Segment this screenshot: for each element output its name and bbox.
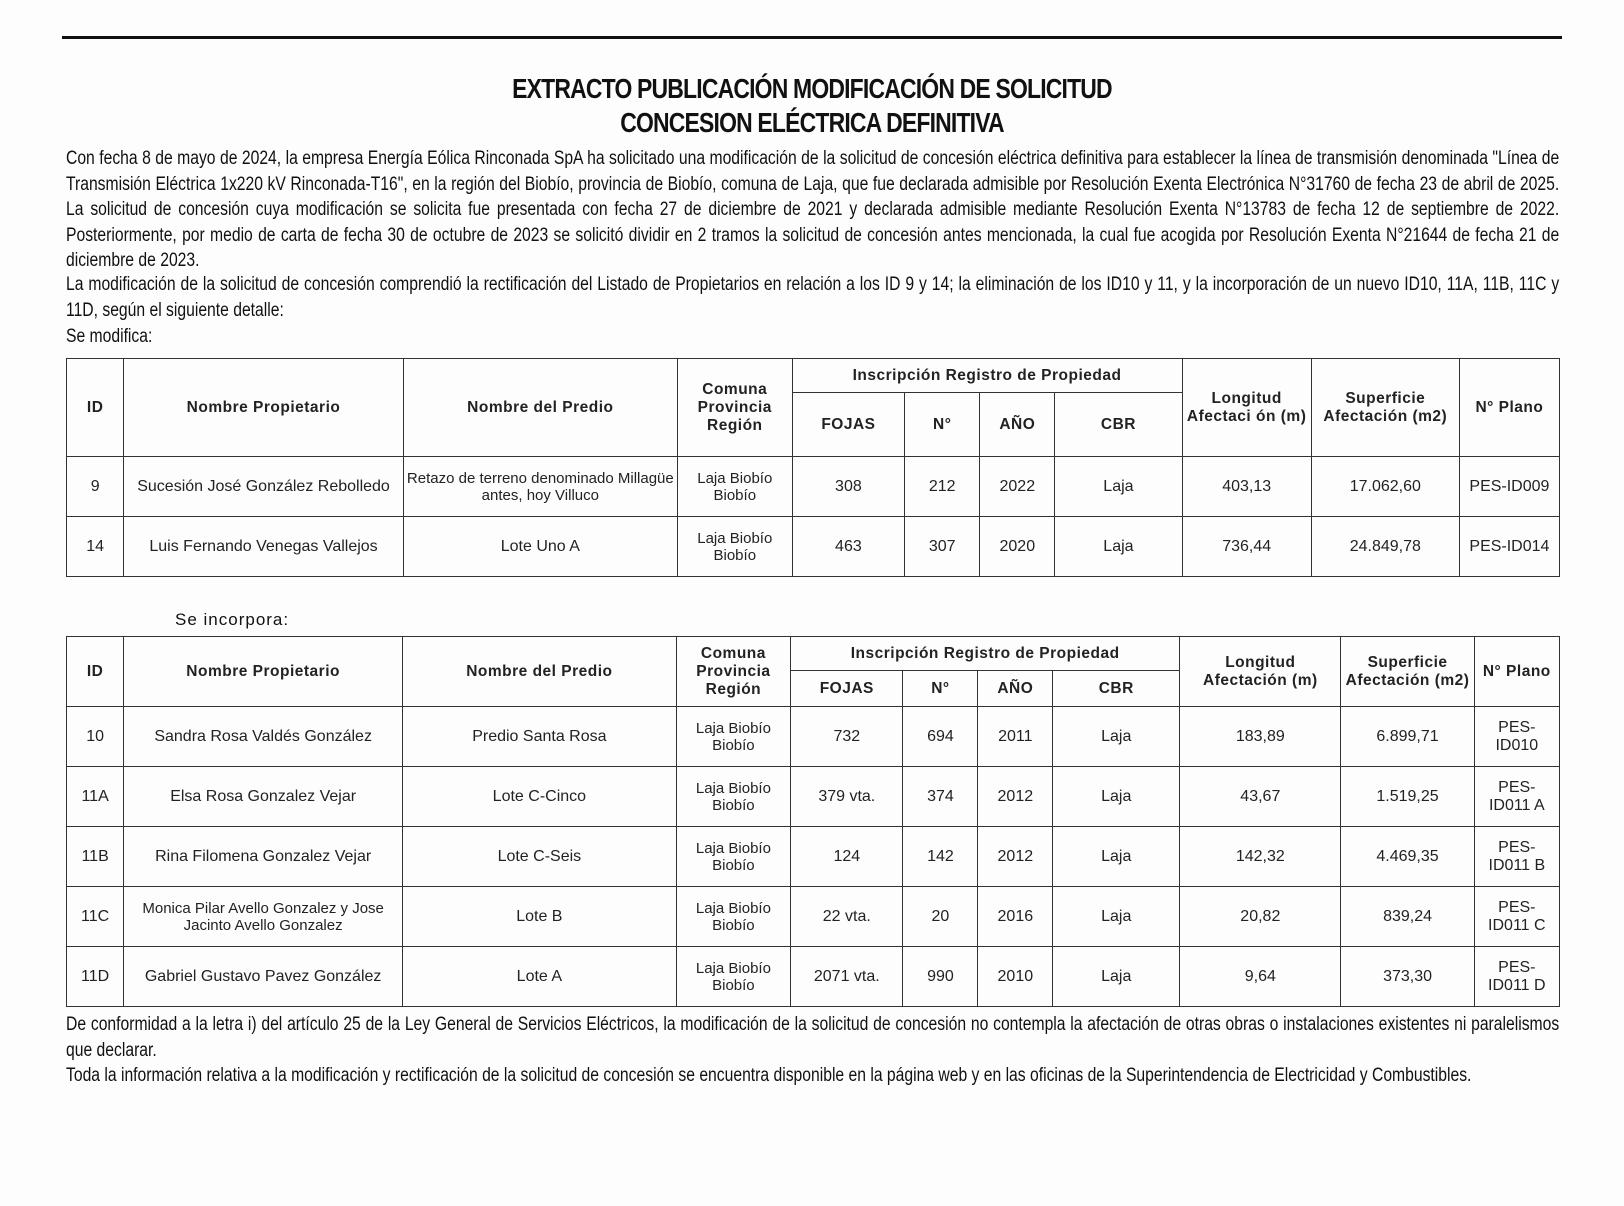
cell-superficie: 373,30: [1341, 947, 1474, 1007]
cell-longitud: 142,32: [1180, 827, 1341, 887]
header-registro: Inscripción Registro de Propiedad: [791, 637, 1180, 671]
se-incorpora-label: Se incorpora:: [175, 610, 290, 629]
header-comuna: Comuna Provincia Región: [677, 359, 792, 457]
cell-plano: PES-ID011 C: [1474, 887, 1559, 947]
table-row: [67, 517, 1560, 577]
cell-fojas: 22 vta.: [791, 887, 903, 947]
cell-superficie: 24.849,78: [1311, 517, 1459, 577]
top-rule: [62, 36, 1562, 39]
table-row: [67, 827, 1560, 887]
header-registro: Inscripción Registro de Propiedad: [792, 359, 1182, 393]
cell-fojas: 124: [791, 827, 903, 887]
table-row: [67, 887, 1560, 947]
modification-text: La modificación de la solicitud de concesión comprendió la rectificación del Listado de Propietarios en relación a los ID 9 y 14; la eliminación de los ID10 y 11, y la incorporación de un nuevo ID10, 11A, 11B, 11C y 11D, según el siguiente detalle:: [66, 274, 1560, 321]
cell-comuna: Laja Biobío Biobío: [676, 707, 790, 767]
cell-comuna: Laja Biobío Biobío: [676, 887, 790, 947]
cell-plano: PES-ID011 B: [1474, 827, 1559, 887]
cell-no: 142: [903, 827, 978, 887]
cell-ano: 2011: [978, 707, 1053, 767]
cell-cbr: Laja: [1055, 517, 1182, 577]
header-id: ID: [67, 637, 124, 707]
cell-no: 20: [903, 887, 978, 947]
header-plano: N° Plano: [1474, 637, 1559, 707]
cell-cbr: Laja: [1053, 887, 1180, 947]
cell-owner: Sucesión José González Rebolledo: [124, 457, 403, 517]
cell-property: Retazo de terreno denominado Millagüe antes, hoy Villuco: [403, 457, 677, 517]
cell-id: 10: [67, 707, 124, 767]
cell-ano: 2016: [978, 887, 1053, 947]
intro-paragraph: [66, 146, 1560, 274]
cell-fojas: 2071 vta.: [791, 947, 903, 1007]
cell-plano: PES-ID011 A: [1474, 767, 1559, 827]
title-line-1: EXTRACTO PUBLICACIÓN MODIFICACIÓN DE SOLICITUD: [512, 73, 1112, 104]
cell-property: Lote Uno A: [403, 517, 677, 577]
table-row: [67, 767, 1560, 827]
header-property: Nombre del Predio: [403, 637, 677, 707]
cell-property: Lote C-Seis: [403, 827, 677, 887]
cell-comuna: Laja Biobío Biobío: [676, 767, 790, 827]
cell-superficie: 4.469,35: [1341, 827, 1474, 887]
cell-fojas: 379 vta.: [791, 767, 903, 827]
cell-property: Predio Santa Rosa: [403, 707, 677, 767]
cell-id: 11B: [67, 827, 124, 887]
table-row: [67, 947, 1560, 1007]
header-ano: AÑO: [978, 671, 1053, 707]
cell-fojas: 732: [791, 707, 903, 767]
cell-owner: Elsa Rosa Gonzalez Vejar: [124, 767, 403, 827]
table-row: [67, 457, 1560, 517]
cell-plano: PES-ID009: [1459, 457, 1559, 517]
cell-cbr: Laja: [1053, 707, 1180, 767]
header-superficie: Superficie Afectación (m2): [1341, 637, 1474, 707]
cell-fojas: 308: [792, 457, 905, 517]
cell-longitud: 43,67: [1180, 767, 1341, 827]
cell-longitud: 183,89: [1180, 707, 1341, 767]
cell-superficie: 17.062,60: [1311, 457, 1459, 517]
modified-owners-table: [66, 358, 1560, 577]
cell-longitud: 9,64: [1180, 947, 1341, 1007]
cell-superficie: 839,24: [1341, 887, 1474, 947]
cell-cbr: Laja: [1053, 767, 1180, 827]
header-comuna: Comuna Provincia Región: [676, 637, 790, 707]
header-longitud: Longitud Afectación (m): [1180, 637, 1341, 707]
header-cbr: CBR: [1055, 393, 1182, 457]
cell-no: 694: [903, 707, 978, 767]
cell-no: 307: [905, 517, 980, 577]
cell-property: Lote A: [403, 947, 677, 1007]
cell-owner: Sandra Rosa Valdés González: [124, 707, 403, 767]
header-longitud: Longitud Afectaci ón (m): [1182, 359, 1311, 457]
cell-ano: 2012: [978, 827, 1053, 887]
cell-fojas: 463: [792, 517, 905, 577]
cell-cbr: Laja: [1053, 827, 1180, 887]
cell-comuna: Laja Biobío Biobío: [677, 517, 792, 577]
cell-superficie: 1.519,25: [1341, 767, 1474, 827]
cell-id: 9: [67, 457, 124, 517]
header-fojas: FOJAS: [791, 671, 903, 707]
cell-property: Lote C-Cinco: [403, 767, 677, 827]
cell-comuna: Laja Biobío Biobío: [677, 457, 792, 517]
cell-plano: PES-ID011 D: [1474, 947, 1559, 1007]
cell-no: 990: [903, 947, 978, 1007]
header-superficie: Superficie Afectación (m2): [1311, 359, 1459, 457]
cell-cbr: Laja: [1053, 947, 1180, 1007]
cell-owner: Rina Filomena Gonzalez Vejar: [124, 827, 403, 887]
header-property: Nombre del Predio: [403, 359, 677, 457]
cell-owner: Luis Fernando Venegas Vallejos: [124, 517, 403, 577]
cell-comuna: Laja Biobío Biobío: [676, 827, 790, 887]
footer-paragraphs: [66, 1012, 1560, 1089]
cell-longitud: 736,44: [1182, 517, 1311, 577]
cell-ano: 2020: [980, 517, 1055, 577]
cell-ano: 2022: [980, 457, 1055, 517]
modification-paragraph: [66, 272, 1560, 323]
intro-text: Con fecha 8 de mayo de 2024, la empresa Energía Eólica Rinconada SpA ha solicitado una modificación de la solicitud de concesión eléctrica definitiva para establecer la línea de transmisión denominada "Línea de Transmisión Eléctrica 1x220 kV Rinconada-T16", en la región del Biobío, provincia de Biobío, comuna de Laja, que fue declarada admisible por Resolución Exenta Electrónica N°31760 de fecha 23 de abril de 2025. La solicitud de concesión cuya modificación se solicita fue presentada con fecha 27 de diciembre de 2021 y declarada admisible mediante Resolución Exenta N°13783 de fecha 12 de septiembre de 2022. Posteriormente, por medio de carta de fecha 30 de octubre de 2023 se solicitó dividir en 2 tramos la solicitud de concesión antes mencionada, la cual fue acogida por Resolución Exenta N°21644 de fecha 21 de diciembre de 2023.: [66, 148, 1560, 271]
cell-longitud: 403,13: [1182, 457, 1311, 517]
cell-plano: PES-ID014: [1459, 517, 1559, 577]
cell-id: 11D: [67, 947, 124, 1007]
table-row: [67, 707, 1560, 767]
header-owner: Nombre Propietario: [124, 359, 403, 457]
cell-cbr: Laja: [1055, 457, 1182, 517]
cell-owner: Monica Pilar Avello Gonzalez y Jose Jacinto Avello Gonzalez: [124, 887, 403, 947]
cell-id: 11A: [67, 767, 124, 827]
cell-plano: PES-ID010: [1474, 707, 1559, 767]
incorporated-owners-table: [66, 636, 1560, 1007]
se-modifica-text: Se modifica:: [66, 326, 153, 347]
se-modifica-label: [66, 324, 1560, 350]
cell-superficie: 6.899,71: [1341, 707, 1474, 767]
header-fojas: FOJAS: [792, 393, 905, 457]
cell-property: Lote B: [403, 887, 677, 947]
header-ano: AÑO: [980, 393, 1055, 457]
header-owner: Nombre Propietario: [124, 637, 403, 707]
header-cbr: CBR: [1053, 671, 1180, 707]
cell-ano: 2012: [978, 767, 1053, 827]
cell-no: 212: [905, 457, 980, 517]
cell-ano: 2010: [978, 947, 1053, 1007]
header-id: ID: [67, 359, 124, 457]
title-line-2: CONCESION ELÉCTRICA DEFINITIVA: [620, 107, 1004, 138]
cell-id: 14: [67, 517, 124, 577]
cell-comuna: Laja Biobío Biobío: [676, 947, 790, 1007]
cell-owner: Gabriel Gustavo Pavez González: [124, 947, 403, 1007]
header-no: N°: [903, 671, 978, 707]
header-no: N°: [905, 393, 980, 457]
cell-no: 374: [903, 767, 978, 827]
footer-text-1: De conformidad a la letra i) del artículo 25 de la Ley General de Servicios Eléctricos, la modificación de la solicitud de concesión no contempla la afectación de otras obras o instalaciones existentes ni paralelismos que declarar.: [66, 1014, 1560, 1061]
cell-longitud: 20,82: [1180, 887, 1341, 947]
header-plano: N° Plano: [1459, 359, 1559, 457]
footer-text-2: Toda la información relativa a la modificación y rectificación de la solicitud de concesión se encuentra disponible en la página web y en las oficinas de la Superintendencia de Electricidad y Combustibles.: [66, 1065, 1472, 1086]
cell-id: 11C: [67, 887, 124, 947]
